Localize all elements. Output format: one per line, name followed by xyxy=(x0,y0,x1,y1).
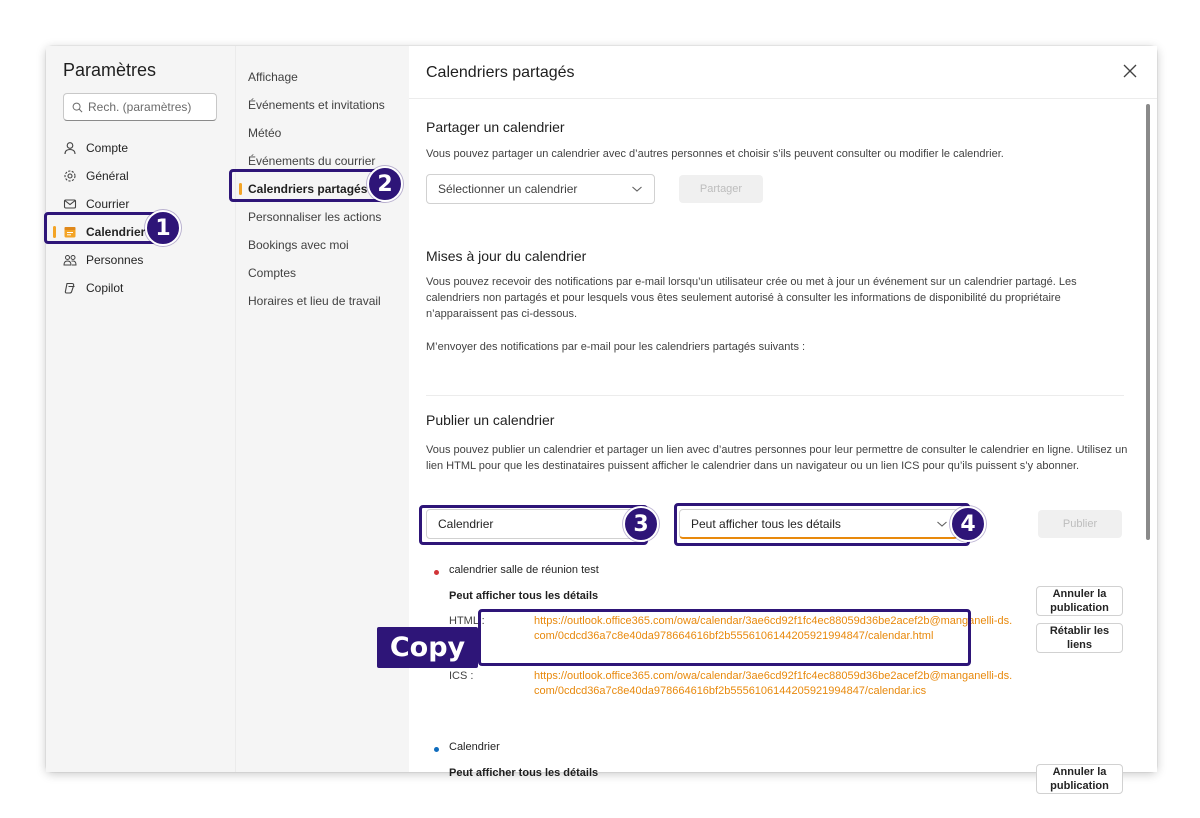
search-icon xyxy=(72,102,83,113)
publish-calendar-select[interactable] xyxy=(426,509,645,539)
share-calendar-select[interactable] xyxy=(426,174,655,204)
subnav-item-bookings[interactable] xyxy=(236,231,410,259)
subnav-item-label: Affichage xyxy=(248,70,298,84)
publish-heading: Publier un calendrier xyxy=(426,412,555,428)
ics-link[interactable]: https://outlook.office365.com/owa/calendar/3ae6cd92f1fc4ec88059d36be2acef2b@manganelli-ds.com/0cdcd36a7c8e40da978664616bf2b5556106144205921994847/calendar.ics xyxy=(534,670,1013,697)
subnav-item-label: Événements du courrier xyxy=(248,154,376,168)
subnav-item-label: Comptes xyxy=(248,266,297,280)
subnav-item-horaires[interactable] xyxy=(236,287,410,315)
sidebar-item-label: Personnes xyxy=(86,253,144,267)
publish-button[interactable]: Publier xyxy=(1038,510,1122,538)
sidebar-item-label: Copilot xyxy=(86,281,124,295)
updates-description: Vous pouvez recevoir des notifications par e-mail lorsqu’un utilisateur crée ou met à jour un événement sur un calendrier partagé. Les calendriers non partagés et pour lesquels vous êtes seulement autorisé à consulter les informations de disponibilité du propriétaire n’apparaissent pas ci-dessous. xyxy=(426,276,1077,320)
divider xyxy=(426,395,1124,396)
sidebar-item-label: Général xyxy=(86,169,129,183)
people-icon xyxy=(63,253,77,267)
chevron-down-icon xyxy=(936,519,948,529)
sidebar-item-label: Calendrier xyxy=(86,225,146,239)
copilot-icon xyxy=(63,281,77,295)
published-permission: Peut afficher tous les détails xyxy=(449,767,599,779)
sidebar-item-calendrier[interactable] xyxy=(46,218,235,246)
share-description: Vous pouvez partager un calendrier avec d’autres personnes et choisir s’ils peuvent consulter ou modifier le calendrier. xyxy=(426,148,1004,160)
annotation-step-4: 4 xyxy=(950,506,986,542)
annotation-step-3: 3 xyxy=(623,506,659,542)
subnav-item-label: Personnaliser les actions xyxy=(248,210,382,224)
active-indicator xyxy=(53,226,56,238)
settings-dialog xyxy=(46,46,1157,792)
calendar-color-dot xyxy=(434,747,439,752)
subnav-item-label: Horaires et lieu de travail xyxy=(248,294,381,308)
sidebar-item-label: Courrier xyxy=(86,197,130,211)
updates-heading: Mises à jour du calendrier xyxy=(426,248,587,264)
unpublish-button[interactable]: Annuler la publication xyxy=(1036,586,1123,616)
publish-description: Vous pouvez publier un calendrier et partager un lien avec d’autres personnes pour leur permettre de consulter le calendrier en ligne. Utilisez un lien HTML pour que les destinataires puissent afficher le calendrier dans un navigateur ou un lien ICS pour qu’ils puissent s’y abonner. xyxy=(426,444,1128,472)
published-permission: Peut afficher tous les détails xyxy=(449,590,599,602)
close-icon[interactable] xyxy=(1121,62,1139,80)
settings-category-list xyxy=(46,134,235,302)
subnav-item-label: Météo xyxy=(248,126,282,140)
divider xyxy=(409,98,1157,99)
html-link-label: HTML : xyxy=(449,615,485,627)
sidebar-item-copilot[interactable] xyxy=(46,274,235,302)
settings-sidebar xyxy=(46,46,235,772)
html-link[interactable]: https://outlook.office365.com/owa/calendar/3ae6cd92f1fc4ec88059d36be2acef2b@manganelli-ds.com/0cdcd36a7c8e40da978664616bf2b5556106144205921994847/calendar.html xyxy=(534,615,1013,642)
subnav-item-label: Bookings avec moi xyxy=(248,238,349,252)
active-indicator xyxy=(239,183,242,195)
annotation-step-2: 2 xyxy=(367,166,403,202)
share-select-placeholder: Sélectionner un calendrier xyxy=(438,182,578,196)
shared-calendars-panel xyxy=(409,46,1157,792)
subnav-item-label: Événements et invitations xyxy=(248,98,385,112)
updates-notify-text: M’envoyer des notifications par e-mail pour les calendriers partagés suivants : xyxy=(426,341,806,353)
sidebar-item-general[interactable] xyxy=(46,162,235,190)
reset-links-button[interactable]: Rétablir les liens xyxy=(1036,623,1123,653)
subnav-item-comptes[interactable] xyxy=(236,259,410,287)
gear-icon xyxy=(63,169,77,183)
settings-title: Paramètres xyxy=(63,60,157,80)
subnav-item-personnaliser-actions[interactable] xyxy=(236,203,410,231)
sidebar-item-compte[interactable] xyxy=(46,134,235,162)
unpublish-button[interactable]: Annuler la publication xyxy=(1036,764,1123,794)
published-calendar-name: Calendrier xyxy=(449,741,500,753)
subnav-item-evenements-invitations[interactable] xyxy=(236,91,410,119)
panel-title: Calendriers partagés xyxy=(426,64,575,81)
subnav-item-meteo[interactable] xyxy=(236,119,410,147)
subnav-item-label: Calendriers partagés xyxy=(248,182,368,196)
publish-permission-value: Peut afficher tous les détails xyxy=(691,516,841,531)
share-button[interactable]: Partager xyxy=(679,175,763,203)
settings-search-input[interactable] xyxy=(63,93,217,121)
share-heading: Partager un calendrier xyxy=(426,119,565,135)
publish-calendar-value: Calendrier xyxy=(438,517,494,531)
subnav-item-affichage[interactable] xyxy=(236,63,410,91)
person-icon xyxy=(63,141,77,155)
publish-permission-select[interactable] xyxy=(679,509,958,539)
chevron-down-icon xyxy=(631,184,643,194)
mail-icon xyxy=(63,197,77,211)
annotation-step-1: 1 xyxy=(145,210,181,246)
scrollbar[interactable] xyxy=(1146,104,1150,540)
ics-link-label: ICS : xyxy=(449,670,474,682)
calendar-icon xyxy=(63,225,77,239)
search-placeholder: Rech. (paramètres) xyxy=(88,100,192,114)
calendar-color-dot xyxy=(434,570,439,575)
annotation-copy-label: Copy xyxy=(377,627,478,668)
sidebar-item-courrier[interactable] xyxy=(46,190,235,218)
sidebar-item-personnes[interactable] xyxy=(46,246,235,274)
sidebar-item-label: Compte xyxy=(86,141,129,155)
published-calendar-name: calendrier salle de réunion test xyxy=(449,564,599,576)
